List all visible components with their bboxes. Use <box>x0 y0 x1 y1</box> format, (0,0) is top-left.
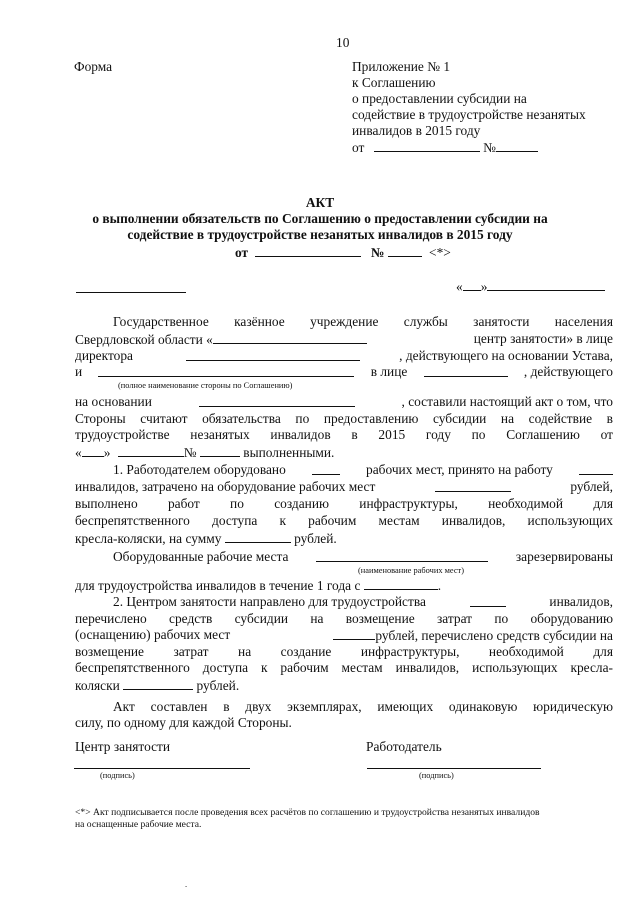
workplaces-count-blank <box>312 462 340 475</box>
text: , действующего на основании Устава, <box>399 348 613 363</box>
appendix-title: Приложение № 1 <box>352 59 451 74</box>
text: инвалидов, затрачено на оборудование рабочих мест <box>75 479 376 494</box>
bottom-mark: . <box>185 880 188 889</box>
body-line: Акт составлен в двух экземплярах, имеющих одинаковую юридическую <box>113 699 613 714</box>
text: рублей, <box>570 479 613 494</box>
signature-left-line <box>74 768 250 769</box>
body-line: беспрепятственного доступа к рабочим местам инвалидов, использующих <box>75 513 613 528</box>
number-sign: № <box>483 140 496 155</box>
text: 1. Работодателем оборудовано <box>113 462 286 477</box>
text: зарезервированы <box>515 549 613 564</box>
text: директора <box>75 348 133 363</box>
act-date-blank <box>255 244 361 257</box>
close-quote: » <box>480 279 488 294</box>
act-subtitle-line: о выполнении обязательств по Соглашению о предоставлении субсидии на <box>92 211 548 226</box>
act-number-sign: № <box>370 245 385 260</box>
act-subtitle-line: содействие в трудоустройстве незанятых инвалидов в 2015 году <box>127 227 513 242</box>
signature-left-note: (подпись) <box>100 771 135 780</box>
appendix-line: инвалидов в 2015 году <box>352 123 481 138</box>
body-line: перечислено средств субсидии на возмещение затрат по оборудованию <box>75 611 613 626</box>
month-year-blank <box>487 278 605 291</box>
body-line: Государственное казённое учреждение службы занятости населения <box>113 314 613 329</box>
representative-blank <box>424 364 508 377</box>
infrastructure-sum-blank <box>225 530 291 543</box>
body-line <box>75 530 337 547</box>
text: в лице <box>370 364 408 379</box>
party-name-note: (полное наименование стороны по Соглашению) <box>118 381 293 390</box>
text: рублей, перечислено средств субсидии на <box>375 628 613 643</box>
workplaces-name-blank <box>316 549 488 562</box>
month-blank <box>118 444 184 457</box>
appendix-date-line <box>352 139 586 156</box>
body-line: возмещение затрат на создание инфраструктуры, необходимой для <box>75 644 613 659</box>
appendix-line: о предоставлении субсидии на <box>352 91 527 106</box>
body-line <box>113 549 613 565</box>
act-date-line <box>235 244 451 261</box>
text: . <box>437 578 442 593</box>
body-line: силу, по одному для каждой Стороны. <box>75 715 292 730</box>
text: выполненными. <box>243 445 335 460</box>
text: , действующего <box>523 364 613 379</box>
date-from-label: от <box>352 140 365 155</box>
text: № <box>183 445 197 460</box>
workplaces-name-note: (наименование рабочих мест) <box>358 566 464 575</box>
act-number-blank <box>388 244 422 257</box>
body-line <box>75 364 613 380</box>
hired-count-blank <box>579 462 613 475</box>
director-blank <box>186 348 360 361</box>
body-line <box>75 677 239 694</box>
appendix-line: содействие в трудоустройстве незанятых <box>352 107 586 122</box>
infrastructure-subsidy-blank <box>123 677 193 690</box>
text: (оснащению) рабочих мест <box>75 627 231 642</box>
text: Оборудованные рабочие места <box>113 549 289 564</box>
body-line <box>75 577 441 594</box>
appendix-block <box>352 59 586 156</box>
text: рублей. <box>196 678 240 693</box>
equipment-subsidy-blank <box>333 627 375 640</box>
equipment-cost-blank <box>435 479 511 492</box>
page-number: 10 <box>336 35 350 50</box>
body-line: выполнено работ по созданию инфраструктуры, необходимой для <box>75 496 613 511</box>
text: центр занятости» в лице <box>473 331 613 346</box>
text: коляски <box>75 678 120 693</box>
text: » <box>103 445 111 460</box>
number-blank <box>496 139 538 152</box>
footnote-line: на оснащенные рабочие места. <box>75 819 202 830</box>
text: инвалидов, <box>549 594 613 609</box>
open-quote: « <box>456 279 463 294</box>
text: кресла-коляски, на сумму <box>75 531 222 546</box>
body-line: беспрепятственного доступа к рабочим местам инвалидов, использующих кресла- <box>75 660 613 675</box>
center-name-blank <box>213 331 367 344</box>
text: на основании <box>75 394 152 409</box>
party-name-blank <box>98 364 354 377</box>
number-blank <box>200 444 240 457</box>
text: для трудоустройства инвалидов в течение 1 года с <box>75 578 361 593</box>
place-date <box>456 278 605 295</box>
text: « <box>75 445 82 460</box>
body-line <box>75 479 613 495</box>
text: Свердловской области « <box>75 332 213 347</box>
signature-right-note: (подпись) <box>419 771 454 780</box>
footnote-line: <*> Акт подписывается после проведения всех расчётов по соглашению и трудоустройства незанятых инвалидов <box>75 807 540 818</box>
directed-count-blank <box>470 594 506 607</box>
basis-blank <box>199 394 355 407</box>
text: , составили настоящий акт о том, что <box>401 394 613 409</box>
body-line: трудоустройстве незанятых инвалидов в 2015 году по Соглашению от <box>75 427 613 442</box>
reserve-date-blank <box>364 577 438 590</box>
day-blank <box>463 278 481 291</box>
text: и <box>75 364 83 379</box>
body-line <box>75 348 613 364</box>
text: рабочих мест, принято на работу <box>366 462 553 477</box>
signature-right-line <box>367 768 541 769</box>
body-line <box>113 594 613 610</box>
body-line <box>113 462 613 478</box>
footnote-mark: <*> <box>429 245 451 260</box>
signature-left-label: Центр занятости <box>75 739 171 754</box>
date-blank <box>374 139 480 152</box>
body-line <box>75 331 613 348</box>
text: рублей. <box>294 531 337 546</box>
act-title: АКТ <box>305 195 335 210</box>
body-line <box>75 394 613 410</box>
footnote <box>75 807 615 831</box>
signature-right-label: Работодатель <box>366 739 442 754</box>
day-blank <box>82 444 104 457</box>
form-label: Форма <box>74 59 113 74</box>
place-blank <box>76 292 186 293</box>
text: 2. Центром занятости направлено для трудоустройства <box>113 594 426 609</box>
act-date-from: от <box>235 245 249 260</box>
appendix-line: к Соглашению <box>352 75 436 90</box>
body-line: Стороны считают обязательства по предоставлению субсидии на содействие в <box>75 411 613 426</box>
body-line <box>75 627 613 644</box>
body-line <box>75 444 334 461</box>
